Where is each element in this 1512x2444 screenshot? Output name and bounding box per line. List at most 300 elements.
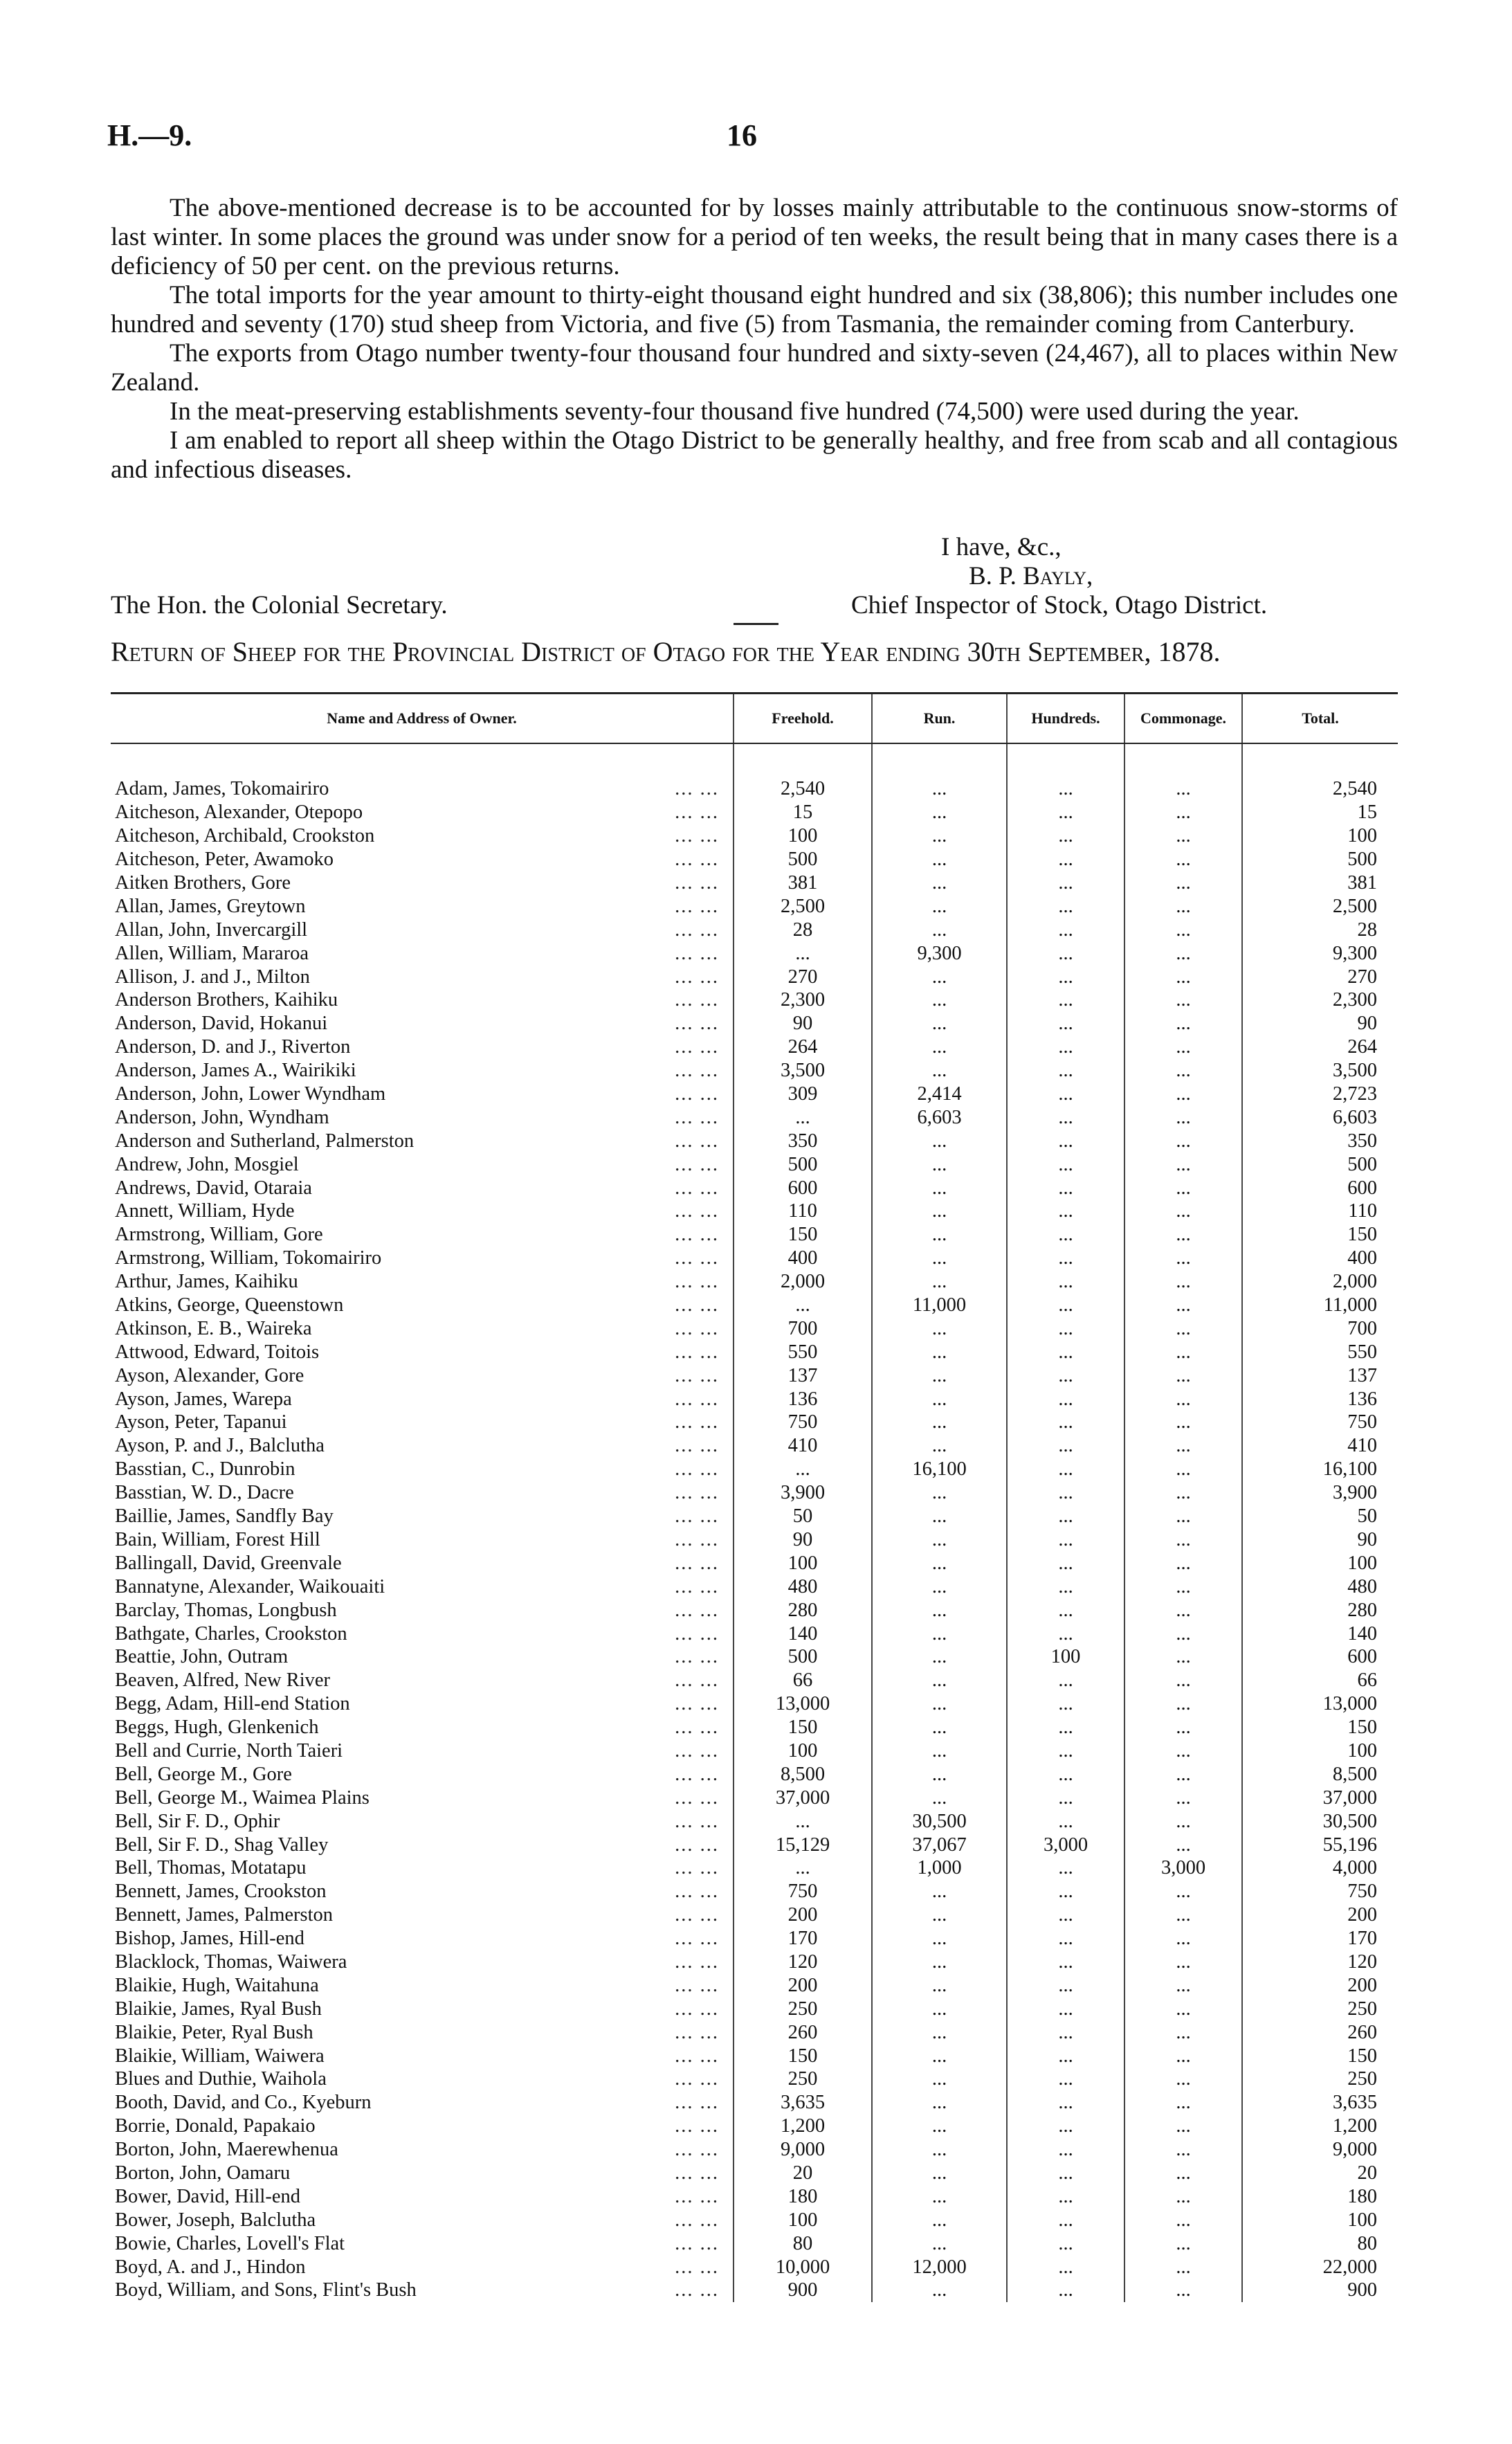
total-cell: 600 xyxy=(1242,1176,1398,1200)
total-cell: 2,723 xyxy=(1242,1083,1398,1106)
leader-dots: ... ... xyxy=(675,1505,719,1528)
freehold-cell: 100 xyxy=(734,824,872,848)
freehold-cell: 309 xyxy=(734,1083,872,1106)
commonage-cell: ... xyxy=(1124,1833,1242,1856)
table-row xyxy=(111,1270,1398,1294)
table-row xyxy=(111,988,1398,1012)
freehold-cell: 100 xyxy=(734,1551,872,1575)
total-cell: 8,500 xyxy=(1242,1762,1398,1786)
freehold-cell: 500 xyxy=(734,1152,872,1176)
leader-dots: ... ... xyxy=(675,2115,719,2137)
owner-cell xyxy=(111,1927,734,1950)
total-cell: 20 xyxy=(1242,2162,1398,2185)
hundreds-cell: ... xyxy=(1007,1716,1124,1739)
leader-dots: ... ... xyxy=(675,1810,719,1832)
run-cell: ... xyxy=(872,2020,1007,2044)
commonage-cell: ... xyxy=(1124,1950,1242,1974)
owner-cell xyxy=(111,1270,734,1294)
commonage-cell: ... xyxy=(1124,1316,1242,1340)
leader-dots: ... ... xyxy=(675,966,719,988)
commonage-cell: ... xyxy=(1124,1692,1242,1716)
commonage-cell: ... xyxy=(1124,1364,1242,1387)
freehold-cell: 550 xyxy=(734,1340,872,1364)
owner-name: Atkins, George, Queenstown xyxy=(115,1294,344,1316)
freehold-cell: ... xyxy=(734,941,872,965)
owner-name: Bell and Currie, North Taieri xyxy=(115,1739,343,1762)
table-row xyxy=(111,1316,1398,1340)
leader-dots: ... ... xyxy=(675,2139,719,2161)
total-cell: 16,100 xyxy=(1242,1458,1398,1481)
owner-cell xyxy=(111,1692,734,1716)
header-hundreds: Hundreds. xyxy=(1007,694,1124,744)
owner-name: Allison, J. and J., Milton xyxy=(115,966,310,988)
leader-dots: ... ... xyxy=(675,2068,719,2090)
owner-name: Ayson, James, Warepa xyxy=(115,1388,292,1410)
hundreds-cell: ... xyxy=(1007,1434,1124,1458)
owner-cell xyxy=(111,871,734,895)
table-row xyxy=(111,2044,1398,2067)
commonage-cell: ... xyxy=(1124,1012,1242,1035)
total-cell: 100 xyxy=(1242,1551,1398,1575)
freehold-cell: 2,300 xyxy=(734,988,872,1012)
run-cell: ... xyxy=(872,1997,1007,2020)
owner-cell xyxy=(111,1152,734,1176)
commonage-cell: ... xyxy=(1124,1786,1242,1809)
owner-name: Allan, John, Invercargill xyxy=(115,918,308,941)
commonage-cell: ... xyxy=(1124,1645,1242,1669)
run-cell: ... xyxy=(872,1247,1007,1270)
freehold-cell: 180 xyxy=(734,2184,872,2208)
hundreds-cell: ... xyxy=(1007,2162,1124,2185)
commonage-cell: ... xyxy=(1124,1458,1242,1481)
commonage-cell: ... xyxy=(1124,1927,1242,1950)
hundreds-cell: ... xyxy=(1007,1950,1124,1974)
run-cell: ... xyxy=(872,871,1007,895)
commonage-cell: ... xyxy=(1124,1622,1242,1645)
total-cell: 270 xyxy=(1242,965,1398,988)
owner-name: Bower, David, Hill-end xyxy=(115,2185,300,2207)
owner-cell xyxy=(111,1973,734,1997)
freehold-cell: ... xyxy=(734,1105,872,1129)
owner-cell xyxy=(111,1223,734,1247)
total-cell: 100 xyxy=(1242,824,1398,848)
leader-dots: ... ... xyxy=(675,2092,719,2114)
table-row xyxy=(111,2255,1398,2279)
commonage-cell: ... xyxy=(1124,1176,1242,1200)
freehold-cell: 150 xyxy=(734,2044,872,2067)
hundreds-cell: 100 xyxy=(1007,1645,1124,1669)
leader-dots: ... ... xyxy=(675,1200,719,1222)
owner-cell xyxy=(111,1880,734,1903)
freehold-cell: 250 xyxy=(734,1997,872,2020)
hundreds-cell: ... xyxy=(1007,1997,1124,2020)
hundreds-cell: ... xyxy=(1007,1458,1124,1481)
table-row xyxy=(111,1434,1398,1458)
table-row xyxy=(111,2020,1398,2044)
owner-cell xyxy=(111,848,734,871)
run-cell: ... xyxy=(872,1387,1007,1411)
leader-dots: ... ... xyxy=(675,1786,719,1809)
owner-cell xyxy=(111,1786,734,1809)
run-cell: ... xyxy=(872,2279,1007,2302)
freehold-cell: 900 xyxy=(734,2279,872,2302)
leader-dots: ... ... xyxy=(675,1317,719,1339)
owner-name: Aitken Brothers, Gore xyxy=(115,872,291,894)
total-cell: 750 xyxy=(1242,1411,1398,1434)
run-cell: ... xyxy=(872,848,1007,871)
paragraph-health: I am enabled to report all sheep within the Otago District to be generally healthy, and free from scab and all contagious and infectious diseases. xyxy=(111,426,1398,484)
freehold-cell: 250 xyxy=(734,2067,872,2091)
hundreds-cell: ... xyxy=(1007,1129,1124,1152)
owner-name: Basstian, W. D., Dacre xyxy=(115,1482,294,1504)
freehold-cell: 80 xyxy=(734,2232,872,2255)
owner-name: Basstian, C., Dunrobin xyxy=(115,1458,295,1481)
owner-name: Blaikie, William, Waiwera xyxy=(115,2045,325,2067)
owner-cell xyxy=(111,1105,734,1129)
owner-cell xyxy=(111,1458,734,1481)
commonage-cell: ... xyxy=(1124,2020,1242,2044)
freehold-cell: 100 xyxy=(734,2208,872,2232)
table-row xyxy=(111,1645,1398,1669)
run-cell: 1,000 xyxy=(872,1856,1007,1880)
owner-cell xyxy=(111,801,734,824)
freehold-cell: 700 xyxy=(734,1316,872,1340)
leader-dots: ... ... xyxy=(675,989,719,1011)
table-row xyxy=(111,1551,1398,1575)
total-cell: 400 xyxy=(1242,1247,1398,1270)
leader-dots: ... ... xyxy=(675,1599,719,1621)
total-cell: 2,500 xyxy=(1242,894,1398,918)
owner-name: Bell, Sir F. D., Shag Valley xyxy=(115,1834,329,1856)
owner-cell xyxy=(111,2208,734,2232)
total-cell: 3,635 xyxy=(1242,2091,1398,2115)
total-cell: 55,196 xyxy=(1242,1833,1398,1856)
owner-cell xyxy=(111,1505,734,1528)
freehold-cell: 100 xyxy=(734,1739,872,1763)
table-row xyxy=(111,1927,1398,1950)
owner-name: Adam, James, Tokomairiro xyxy=(115,778,329,800)
owner-name: Anderson, John, Wyndham xyxy=(115,1106,329,1128)
freehold-cell: 120 xyxy=(734,1950,872,1974)
owner-name: Bell, George M., Waimea Plains xyxy=(115,1786,370,1809)
table-row xyxy=(111,1364,1398,1387)
table-row xyxy=(111,1129,1398,1152)
leader-dots: ... ... xyxy=(675,2021,719,2043)
owner-cell xyxy=(111,1059,734,1083)
commonage-cell: ... xyxy=(1124,824,1242,848)
owner-cell xyxy=(111,1903,734,1927)
freehold-cell: 200 xyxy=(734,1903,872,1927)
total-cell: 37,000 xyxy=(1242,1786,1398,1809)
table-row xyxy=(111,941,1398,965)
run-cell: ... xyxy=(872,894,1007,918)
total-cell: 3,900 xyxy=(1242,1481,1398,1505)
letter-body xyxy=(111,194,1398,485)
table-row xyxy=(111,1598,1398,1622)
table-row xyxy=(111,1505,1398,1528)
table-row xyxy=(111,2279,1398,2302)
run-cell: ... xyxy=(872,1786,1007,1809)
commonage-cell: ... xyxy=(1124,1340,1242,1364)
freehold-cell: 480 xyxy=(734,1575,872,1598)
owner-name: Blaikie, Hugh, Waitahuna xyxy=(115,1974,319,1996)
leader-dots: ... ... xyxy=(675,1341,719,1363)
freehold-cell: 3,500 xyxy=(734,1059,872,1083)
total-cell: 2,540 xyxy=(1242,777,1398,801)
freehold-cell: 9,000 xyxy=(734,2138,872,2162)
freehold-cell: 2,540 xyxy=(734,777,872,801)
owner-name: Ayson, P. and J., Balclutha xyxy=(115,1435,325,1457)
total-cell: 750 xyxy=(1242,1880,1398,1903)
owner-name: Andrews, David, Otaraia xyxy=(115,1177,312,1199)
leader-dots: ... ... xyxy=(675,1928,719,1950)
owner-name: Borton, John, Oamaru xyxy=(115,2162,291,2184)
freehold-cell: 500 xyxy=(734,1645,872,1669)
freehold-cell: 13,000 xyxy=(734,1692,872,1716)
commonage-cell: ... xyxy=(1124,1528,1242,1552)
run-cell: ... xyxy=(872,1129,1007,1152)
owner-cell xyxy=(111,2232,734,2255)
table-row xyxy=(111,1973,1398,1997)
owner-cell xyxy=(111,1387,734,1411)
owner-name: Armstrong, William, Tokomairiro xyxy=(115,1247,382,1269)
owner-name: Aitcheson, Peter, Awamoko xyxy=(115,849,334,871)
table-row xyxy=(111,1762,1398,1786)
hundreds-cell: ... xyxy=(1007,1270,1124,1294)
owner-cell xyxy=(111,965,734,988)
run-cell: ... xyxy=(872,1012,1007,1035)
total-cell: 90 xyxy=(1242,1012,1398,1035)
run-cell: 6,603 xyxy=(872,1105,1007,1129)
total-cell: 200 xyxy=(1242,1903,1398,1927)
leader-dots: ... ... xyxy=(675,895,719,917)
leader-dots: ... ... xyxy=(675,1083,719,1105)
run-cell: ... xyxy=(872,1059,1007,1083)
owner-name: Beattie, John, Outram xyxy=(115,1646,289,1668)
leader-dots: ... ... xyxy=(675,1411,719,1433)
commonage-cell: ... xyxy=(1124,2184,1242,2208)
owner-cell xyxy=(111,2020,734,2044)
total-cell: 136 xyxy=(1242,1387,1398,1411)
table-row xyxy=(111,1387,1398,1411)
leader-dots: ... ... xyxy=(675,1364,719,1386)
table-row xyxy=(111,1903,1398,1927)
owner-name: Ayson, Alexander, Gore xyxy=(115,1364,304,1386)
owner-name: Anderson, James A., Wairikiki xyxy=(115,1060,356,1082)
run-cell: ... xyxy=(872,2162,1007,2185)
header-total: Total. xyxy=(1242,694,1398,744)
table-row xyxy=(111,1059,1398,1083)
total-cell: 110 xyxy=(1242,1200,1398,1223)
commonage-cell: ... xyxy=(1124,2067,1242,2091)
table-row xyxy=(111,2067,1398,2091)
owner-cell xyxy=(111,1856,734,1880)
commonage-cell: ... xyxy=(1124,918,1242,941)
table-row xyxy=(111,1176,1398,1200)
run-cell: ... xyxy=(872,1669,1007,1692)
report-reference: H.—9. xyxy=(107,118,192,152)
table-row xyxy=(111,1575,1398,1598)
freehold-cell: 500 xyxy=(734,848,872,871)
total-cell: 100 xyxy=(1242,2208,1398,2232)
owner-name: Allen, William, Mararoa xyxy=(115,942,309,964)
freehold-cell: ... xyxy=(734,1458,872,1481)
table-row xyxy=(111,824,1398,848)
return-title: Return of Sheep for the Provincial District of Otago for the Year ending 30th September, 1878. xyxy=(111,636,1221,667)
leader-dots: ... ... xyxy=(675,872,719,894)
hundreds-cell: ... xyxy=(1007,1903,1124,1927)
run-cell: ... xyxy=(872,1973,1007,1997)
run-cell: ... xyxy=(872,1528,1007,1552)
owner-cell xyxy=(111,1809,734,1833)
hundreds-cell: ... xyxy=(1007,871,1124,895)
table-row xyxy=(111,2184,1398,2208)
hundreds-cell: ... xyxy=(1007,1152,1124,1176)
leader-dots: ... ... xyxy=(675,1974,719,1996)
owner-name: Anderson and Sutherland, Palmerston xyxy=(115,1130,415,1152)
leader-dots: ... ... xyxy=(675,778,719,800)
commonage-cell: ... xyxy=(1124,1551,1242,1575)
freehold-cell: 280 xyxy=(734,1598,872,1622)
owner-name: Bell, Sir F. D., Ophir xyxy=(115,1810,280,1832)
owner-name: Bennett, James, Crookston xyxy=(115,1881,327,1903)
owner-name: Blues and Duthie, Waihola xyxy=(115,2068,327,2090)
hundreds-cell: ... xyxy=(1007,824,1124,848)
page-number: 16 xyxy=(727,118,757,152)
hundreds-cell: ... xyxy=(1007,2138,1124,2162)
total-cell: 260 xyxy=(1242,2020,1398,2044)
owner-name: Barclay, Thomas, Longbush xyxy=(115,1599,337,1621)
run-cell: 37,067 xyxy=(872,1833,1007,1856)
run-cell: ... xyxy=(872,1880,1007,1903)
table-row xyxy=(111,1997,1398,2020)
total-cell: 15 xyxy=(1242,801,1398,824)
table-row xyxy=(111,871,1398,895)
owner-cell xyxy=(111,1340,734,1364)
total-cell: 410 xyxy=(1242,1434,1398,1458)
commonage-cell: ... xyxy=(1124,1411,1242,1434)
hundreds-cell: ... xyxy=(1007,2208,1124,2232)
table-spacer-row xyxy=(111,743,1398,777)
total-cell: 4,000 xyxy=(1242,1856,1398,1880)
hundreds-cell: ... xyxy=(1007,2044,1124,2067)
hundreds-cell: ... xyxy=(1007,941,1124,965)
run-cell: ... xyxy=(872,1270,1007,1294)
run-cell: ... xyxy=(872,801,1007,824)
leader-dots: ... ... xyxy=(675,2045,719,2067)
hundreds-cell: ... xyxy=(1007,1575,1124,1598)
run-cell: ... xyxy=(872,1739,1007,1763)
freehold-cell: 150 xyxy=(734,1716,872,1739)
total-cell: 9,000 xyxy=(1242,2138,1398,2162)
owner-name: Booth, David, and Co., Kyeburn xyxy=(115,2092,372,2114)
leader-dots: ... ... xyxy=(675,1271,719,1293)
hundreds-cell: ... xyxy=(1007,1176,1124,1200)
freehold-cell: 137 xyxy=(734,1364,872,1387)
owner-cell xyxy=(111,1176,734,1200)
total-cell: 180 xyxy=(1242,2184,1398,2208)
leader-dots: ... ... xyxy=(675,1881,719,1903)
owner-name: Boyd, A. and J., Hindon xyxy=(115,2256,306,2278)
table-row xyxy=(111,848,1398,871)
hundreds-cell: ... xyxy=(1007,2184,1124,2208)
leader-dots: ... ... xyxy=(675,1388,719,1410)
total-cell: 500 xyxy=(1242,1152,1398,1176)
freehold-cell: 2,000 xyxy=(734,1270,872,1294)
total-cell: 250 xyxy=(1242,1997,1398,2020)
owner-name: Boyd, William, and Sons, Flint's Bush xyxy=(115,2279,417,2301)
table-row xyxy=(111,1083,1398,1106)
owner-cell xyxy=(111,1434,734,1458)
commonage-cell: ... xyxy=(1124,1575,1242,1598)
leader-dots: ... ... xyxy=(675,1622,719,1645)
owner-name: Anderson, John, Lower Wyndham xyxy=(115,1083,386,1105)
owner-cell xyxy=(111,1083,734,1106)
hundreds-cell: ... xyxy=(1007,894,1124,918)
freehold-cell: 8,500 xyxy=(734,1762,872,1786)
table-row xyxy=(111,2115,1398,2138)
leader-dots: ... ... xyxy=(675,1458,719,1481)
owner-cell xyxy=(111,2162,734,2185)
signatory-name: B. P. Bayly, xyxy=(969,562,1093,590)
table-row xyxy=(111,1223,1398,1247)
hundreds-cell: ... xyxy=(1007,1692,1124,1716)
hundreds-cell: ... xyxy=(1007,1387,1124,1411)
leader-dots: ... ... xyxy=(675,1717,719,1739)
owner-cell xyxy=(111,1247,734,1270)
owner-cell xyxy=(111,1481,734,1505)
table-header-row xyxy=(111,694,1398,744)
hundreds-cell: ... xyxy=(1007,1411,1124,1434)
hundreds-cell: ... xyxy=(1007,1083,1124,1106)
freehold-cell: 15,129 xyxy=(734,1833,872,1856)
table-row xyxy=(111,2091,1398,2115)
table-row xyxy=(111,1481,1398,1505)
owner-cell xyxy=(111,824,734,848)
commonage-cell: ... xyxy=(1124,1434,1242,1458)
table-row xyxy=(111,1856,1398,1880)
total-cell: 264 xyxy=(1242,1035,1398,1059)
freehold-cell: ... xyxy=(734,1809,872,1833)
table-body xyxy=(111,743,1398,2302)
freehold-cell: 37,000 xyxy=(734,1786,872,1809)
hundreds-cell: ... xyxy=(1007,1012,1124,1035)
hundreds-cell: ... xyxy=(1007,1223,1124,1247)
owner-cell xyxy=(111,2115,734,2138)
table-row xyxy=(111,1786,1398,1809)
leader-dots: ... ... xyxy=(675,2162,719,2184)
owner-name: Anderson, D. and J., Riverton xyxy=(115,1036,351,1058)
owner-cell xyxy=(111,2091,734,2115)
leader-dots: ... ... xyxy=(675,2279,719,2301)
run-cell: ... xyxy=(872,2115,1007,2138)
hundreds-cell: ... xyxy=(1007,1598,1124,1622)
paragraph-meat-preserving: In the meat-preserving establishments seventy-four thousand five hundred (74,500) were used during the year. xyxy=(170,397,1300,426)
owner-cell xyxy=(111,1294,734,1317)
commonage-cell: ... xyxy=(1124,965,1242,988)
leader-dots: ... ... xyxy=(675,942,719,964)
owner-name: Beaven, Alfred, New River xyxy=(115,1669,331,1692)
total-cell: 600 xyxy=(1242,1645,1398,1669)
commonage-cell: ... xyxy=(1124,2115,1242,2138)
table-row xyxy=(111,894,1398,918)
hundreds-cell: ... xyxy=(1007,2020,1124,2044)
run-cell: ... xyxy=(872,2091,1007,2115)
freehold-cell: 170 xyxy=(734,1927,872,1950)
closing-line: I have, &c., xyxy=(941,533,1062,561)
run-cell: ... xyxy=(872,777,1007,801)
run-cell: ... xyxy=(872,2067,1007,2091)
